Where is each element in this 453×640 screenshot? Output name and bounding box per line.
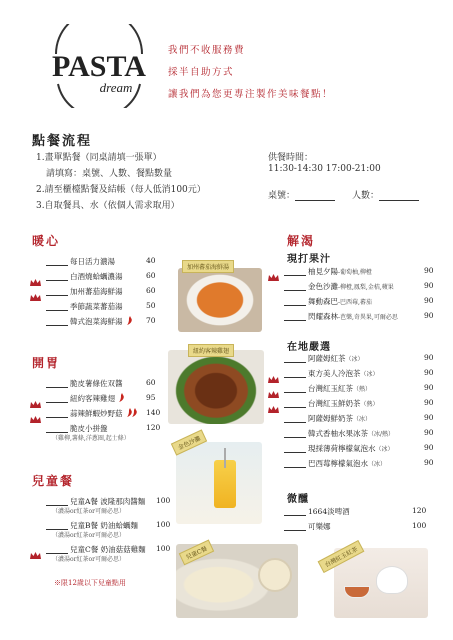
menu-item-name: 台灣紅玉鮮奶茶 [308,399,361,408]
menu-item[interactable] [284,353,364,364]
menu-item-price: 90 [424,311,434,320]
menu-item[interactable] [46,301,123,312]
menu-item-desc: （冰） [353,416,372,423]
quantity-blank[interactable] [46,498,68,506]
photo-tag: 紐約客辣雞翅 [188,344,234,357]
menu-item-name: 閃耀森林 [308,312,338,321]
menu-item-name: 韓式香柚水果冰茶 [308,429,368,438]
menu-item[interactable] [46,316,133,327]
chili-icon [126,316,133,327]
crown-icon [30,287,41,295]
menu-item-desc: （冰/熱） [368,431,395,438]
menu-item-desc: -柳橙,鳳梨,金桔,蘋果 [338,284,394,291]
juice-title: 現打果汁 [287,254,331,265]
menu-item-price: 60 [146,378,156,387]
menu-item-name: 每日活力濃湯 [70,257,115,266]
menu-item-desc: （冰） [375,446,394,453]
hours-label: 供餐時間： [268,153,314,163]
process-title: 點餐流程 [32,134,93,149]
menu-item-name: 兒童A餐 波隆那肉醬麵 [70,497,146,506]
menu-item-price: 120 [412,506,427,515]
menu-item-price: 95 [146,393,156,402]
crown-icon [268,267,279,275]
photo-tag: 加州蕃茄海鮮湯 [182,260,234,273]
beer-title: 微醺 [287,494,309,505]
menu-item-price: 90 [424,398,434,407]
menu-item-name: 阿薩姆紅茶 [308,354,346,363]
quantity-blank[interactable] [284,283,306,291]
crown-icon [268,369,279,377]
photo-tag: 兒童C餐 [179,540,214,566]
notice-line: 我們不收服務費 [168,45,246,56]
crown-icon [30,394,41,402]
soup-photo [178,268,262,332]
process-step: 2.請至櫃檯點餐及結帳（每人低消100元） [36,185,206,195]
pasta-dream-logo [44,24,154,108]
menu-item-name: 加州蕃茄海鮮湯 [70,287,123,296]
menu-item[interactable] [46,393,125,404]
menu-item-price: 100 [156,544,171,553]
crown-icon [30,409,41,417]
menu-item-name: 脆皮薯條佐双醬 [70,379,123,388]
menu-item-note: （濃湯or紅茶or可爾必思） [52,532,125,539]
crown-icon [30,545,41,553]
juice-photo [176,442,262,524]
photo-tag: 台灣紅玉紅茶 [318,540,365,573]
menu-item-price: 90 [424,428,434,437]
menu-item-price: 60 [146,286,156,295]
logo-word: PASTA [52,50,146,83]
menu-item-note: （濃湯or紅茶or可爾必思） [52,556,125,563]
quantity-blank[interactable] [46,303,68,311]
menu-item[interactable] [284,296,372,307]
quantity-blank[interactable] [46,258,68,266]
menu-item[interactable] [46,286,123,297]
menu-item-price: 60 [146,271,156,280]
menu-item-price: 100 [412,521,427,530]
local-title: 在地嚴選 [287,342,331,353]
menu-item-name: 可樂娜 [308,522,331,531]
menu-item-desc: （冰） [368,461,387,468]
menu-item[interactable] [284,458,386,469]
quantity-blank[interactable] [284,298,306,306]
menu-item[interactable] [284,443,394,454]
menu-item[interactable] [284,521,331,532]
quantity-blank[interactable] [46,395,68,403]
quantity-blank[interactable] [284,268,306,276]
notice-line: 採半自助方式 [168,67,235,78]
menu-item-desc: -巴西莓,蕃茄 [338,299,372,306]
quantity-blank[interactable] [46,288,68,296]
notice-line: 讓我們為您更專注製作美味餐點！ [168,89,334,100]
menu-item-name: 紐約客辣雞翅 [70,394,115,403]
menu-item-price: 90 [424,458,434,467]
menu-item-price: 70 [146,316,156,325]
quantity-blank[interactable] [46,380,68,388]
menu-item-price: 90 [424,383,434,392]
menu-item-price: 90 [424,296,434,305]
menu-item-price: 50 [146,301,156,310]
menu-item-price: 140 [146,408,161,417]
quantity-blank[interactable] [46,522,68,530]
quantity-blank[interactable] [284,415,306,423]
menu-item-name: 1664淡啤酒 [308,507,350,516]
menu-item-note: （濃湯or紅茶or可爾必思） [52,508,125,515]
process-step: 3.自取餐具、水（依個人需求取用） [36,201,180,211]
section-title-appetizer: 開胃 [32,356,61,370]
process-step: 請填寫：桌號、人數、餐點數量 [46,169,173,179]
menu-item[interactable] [46,271,123,282]
menu-item[interactable] [46,408,138,419]
menu-item-desc: （冰） [360,371,379,378]
menu-item-desc: -葡萄柚,柳橙 [338,269,372,276]
menu-item-name: 舞動森巴 [308,297,338,306]
menu-item-desc: -芭樂,奇異果,可爾必思 [338,314,398,321]
menu-item-price: 90 [424,281,434,290]
menu-item-name: 脆皮小拼盤 [70,424,108,433]
kids-footnote: ※限12歲以下兒童點用 [54,579,126,587]
menu-item[interactable] [284,398,379,409]
quantity-blank[interactable] [284,508,306,516]
quantity-blank[interactable] [46,425,68,433]
menu-item-name: 金色沙灘 [308,282,338,291]
menu-item-price: 100 [156,496,171,505]
menu-item-name: 兒童B餐 奶油蛤蠣麵 [70,521,138,530]
menu-item[interactable] [46,378,123,389]
menu-item-price: 40 [146,256,156,265]
menu-item-price: 90 [424,413,434,422]
section-title-kids: 兒童餐 [32,474,75,488]
menu-item-name: 柚見夕陽 [308,267,338,276]
logo-sub: dream [99,80,133,95]
menu-item-price: 90 [424,353,434,362]
menu-item[interactable] [284,368,379,379]
menu-item-price: 90 [424,368,434,377]
menu-item-price: 100 [156,520,171,529]
quantity-blank[interactable] [284,460,306,468]
quantity-blank[interactable] [284,313,306,321]
menu-item-name: 阿薩姆鮮奶茶 [308,414,353,423]
people-count-field[interactable]: 人數： [352,188,419,201]
menu-item[interactable] [284,506,350,517]
quantity-blank[interactable] [46,546,68,554]
menu-item-desc: （熱） [353,386,372,393]
quantity-blank[interactable] [284,523,306,531]
menu-item[interactable] [46,256,115,267]
quantity-blank[interactable] [284,400,306,408]
menu-item[interactable] [284,266,372,277]
menu-item-price: 90 [424,443,434,452]
menu-item-price: 120 [146,423,161,432]
menu-item[interactable] [284,311,398,322]
menu-item[interactable] [284,413,371,424]
quantity-blank[interactable] [284,355,306,363]
quantity-blank[interactable] [284,370,306,378]
chili-icon [118,393,125,404]
section-title-drinks: 解渴 [287,234,316,248]
menu-item-name: 韓式泡菜海鮮湯 [70,317,123,326]
section-title-soup: 暖心 [32,234,61,248]
menu-item[interactable] [284,428,394,439]
menu-item-name: 現採薄荷檸檬氣泡水 [308,444,376,453]
crown-icon [268,399,279,407]
menu-item-name: 巴西莓檸檬氣泡水 [308,459,368,468]
quantity-blank[interactable] [46,410,68,418]
menu-item-desc: （冰） [345,356,364,363]
menu-item-name: 兒童C餐 奶油菇菇雞麵 [70,545,146,554]
quantity-blank[interactable] [284,385,306,393]
quantity-blank[interactable] [284,445,306,453]
menu-item-name: 蒜辣鮮蝦炒野菇 [70,409,123,418]
menu-item-name: 台灣紅玉紅茶 [308,384,353,393]
crown-icon [30,272,41,280]
wings-photo [168,350,264,424]
menu-item[interactable] [284,383,371,394]
photo-tag: 金色沙灘 [171,429,207,455]
chili-icon [126,408,138,419]
process-step: 1.畫單點餐（同桌請填一張單） [36,153,162,163]
menu-item[interactable] [284,281,394,292]
hours-times: 11:30-14:30 17:00-21:00 [268,164,381,174]
menu-item-name: 季節蔬菜蕃茄湯 [70,302,123,311]
menu-item-desc: （熱） [360,401,379,408]
quantity-blank[interactable] [46,318,68,326]
menu-item-price: 90 [424,266,434,275]
menu-item-note: （雞柳,薯條,洋蔥圈,起士條） [52,435,130,442]
quantity-blank[interactable] [284,430,306,438]
table-number-field[interactable]: 桌號： [268,188,335,201]
menu-item-name: 白酒燒蛤蠣濃湯 [70,272,123,281]
crown-icon [268,384,279,392]
quantity-blank[interactable] [46,273,68,281]
menu-item-name: 東方美人冷泡茶 [308,369,361,378]
